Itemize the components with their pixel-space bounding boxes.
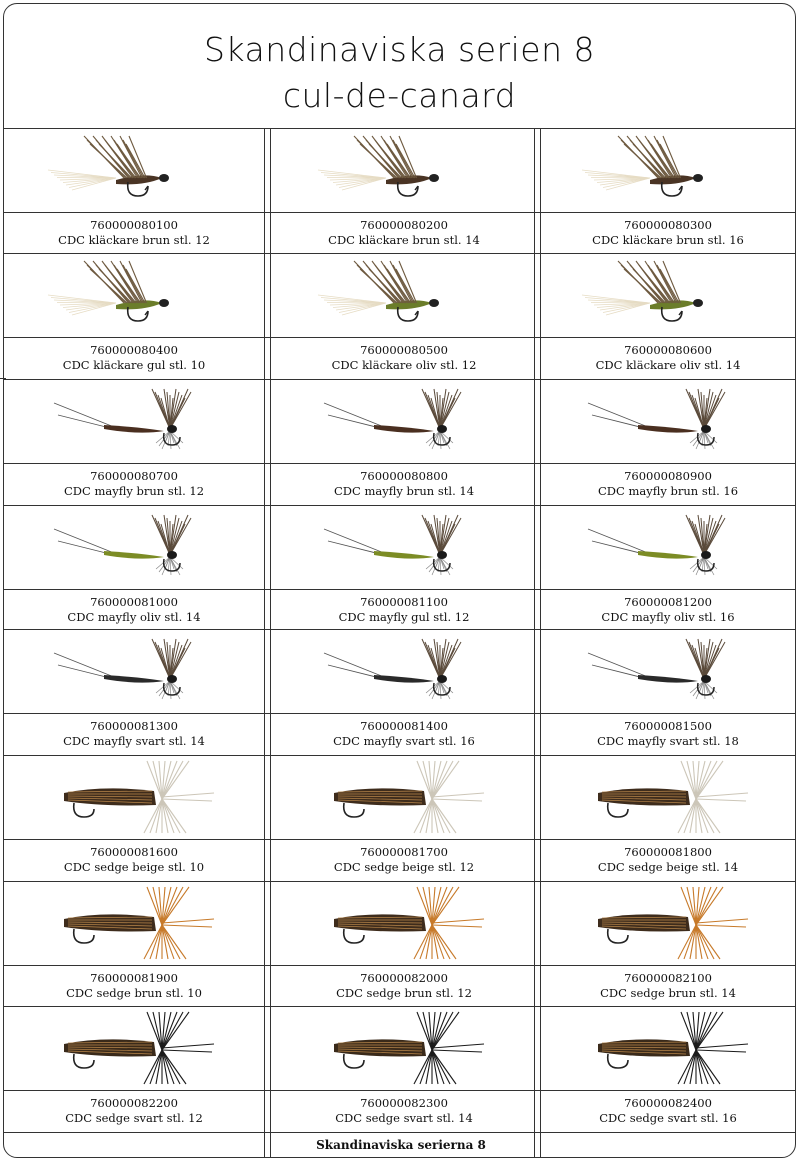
fly-image bbox=[542, 881, 794, 967]
product-cell bbox=[274, 755, 534, 881]
product-cell bbox=[4, 881, 264, 1007]
fly-image bbox=[274, 755, 534, 841]
fly-image bbox=[4, 755, 264, 841]
product-name: CDC kläckare brun stl. 14 bbox=[328, 233, 480, 247]
product-code: 760000082300 bbox=[360, 1096, 448, 1110]
column-divider bbox=[540, 128, 541, 1158]
product-name: CDC mayfly svart stl. 18 bbox=[597, 734, 739, 748]
product-name: CDC mayfly oliv stl. 14 bbox=[67, 610, 201, 624]
product-code: 760000080800 bbox=[360, 469, 448, 483]
product-cell bbox=[542, 379, 794, 505]
fly-image bbox=[542, 755, 794, 841]
product-code: 760000080100 bbox=[90, 218, 178, 232]
product-name: CDC mayfly brun stl. 12 bbox=[63, 484, 205, 498]
product-code: 760000080300 bbox=[624, 218, 712, 232]
product-name: CDC sedge svart stl. 16 bbox=[599, 1111, 737, 1125]
fly-image bbox=[542, 253, 794, 339]
product-code: 760000080600 bbox=[624, 343, 712, 357]
product-code: 760000080200 bbox=[360, 218, 448, 232]
product-code: 760000081300 bbox=[90, 719, 178, 733]
product-cell bbox=[542, 629, 794, 755]
edge-tick-mark bbox=[0, 378, 6, 379]
product-cell bbox=[542, 505, 794, 631]
fly-image bbox=[4, 253, 264, 339]
product-name: CDC kläckare brun stl. 16 bbox=[592, 233, 744, 247]
product-cell bbox=[274, 253, 534, 379]
product-code: 760000082200 bbox=[90, 1096, 178, 1110]
product-cell bbox=[542, 1006, 794, 1132]
product-name: CDC sedge beige stl. 12 bbox=[333, 860, 475, 874]
product-cell bbox=[274, 1006, 534, 1132]
product-cell bbox=[4, 629, 264, 755]
product-cell bbox=[274, 881, 534, 1007]
product-cell bbox=[274, 505, 534, 631]
product-cell bbox=[542, 755, 794, 881]
column-divider bbox=[270, 128, 271, 1158]
footer-series-label: Skandinaviska serierna 8 bbox=[316, 1138, 486, 1152]
product-name: CDC sedge beige stl. 14 bbox=[597, 860, 739, 874]
fly-image bbox=[274, 379, 534, 465]
product-name: CDC mayfly oliv stl. 16 bbox=[601, 610, 735, 624]
product-cell bbox=[4, 1006, 264, 1132]
product-cell bbox=[542, 881, 794, 1007]
product-cell bbox=[4, 505, 264, 631]
product-name: CDC mayfly brun stl. 14 bbox=[333, 484, 475, 498]
product-name: CDC mayfly svart stl. 14 bbox=[63, 734, 205, 748]
product-code: 760000081400 bbox=[360, 719, 448, 733]
product-name: CDC kläckare oliv stl. 14 bbox=[595, 358, 741, 372]
product-name: CDC sedge brun stl. 10 bbox=[66, 986, 202, 1000]
catalog-card bbox=[3, 3, 796, 1158]
product-name: CDC kläckare brun stl. 12 bbox=[58, 233, 210, 247]
grid-divider bbox=[4, 1132, 795, 1133]
catalog-header bbox=[4, 4, 795, 129]
product-name: CDC mayfly gul stl. 12 bbox=[338, 610, 470, 624]
fly-image bbox=[4, 379, 264, 465]
fly-image bbox=[274, 128, 534, 214]
product-name: CDC sedge brun stl. 14 bbox=[600, 986, 736, 1000]
product-code: 760000081900 bbox=[90, 971, 178, 985]
product-code: 760000081100 bbox=[360, 595, 448, 609]
fly-image bbox=[4, 629, 264, 715]
column-divider bbox=[264, 128, 265, 1158]
fly-image bbox=[542, 505, 794, 591]
product-name: CDC sedge svart stl. 14 bbox=[335, 1111, 473, 1125]
fly-image bbox=[274, 881, 534, 967]
product-code: 760000081200 bbox=[624, 595, 712, 609]
fly-image bbox=[274, 629, 534, 715]
product-cell bbox=[4, 128, 264, 254]
product-code: 760000081800 bbox=[624, 845, 712, 859]
column-divider bbox=[534, 128, 535, 1158]
product-code: 760000081500 bbox=[624, 719, 712, 733]
fly-image bbox=[542, 379, 794, 465]
product-cell bbox=[4, 253, 264, 379]
product-name: CDC mayfly svart stl. 16 bbox=[333, 734, 475, 748]
fly-image bbox=[4, 1006, 264, 1092]
product-cell bbox=[4, 755, 264, 881]
product-code: 760000080400 bbox=[90, 343, 178, 357]
fly-image bbox=[542, 629, 794, 715]
product-code: 760000081000 bbox=[90, 595, 178, 609]
product-code: 760000081600 bbox=[90, 845, 178, 859]
product-code: 760000080700 bbox=[90, 469, 178, 483]
product-code: 760000080500 bbox=[360, 343, 448, 357]
product-code: 760000082400 bbox=[624, 1096, 712, 1110]
product-code: 760000082000 bbox=[360, 971, 448, 985]
fly-image bbox=[4, 128, 264, 214]
product-cell bbox=[542, 253, 794, 379]
product-cell bbox=[274, 629, 534, 755]
product-cell bbox=[274, 128, 534, 254]
product-code: 760000082100 bbox=[624, 971, 712, 985]
catalog-subtitle: cul-de-canard bbox=[282, 76, 517, 115]
product-cell bbox=[542, 128, 794, 254]
product-name: CDC sedge svart stl. 12 bbox=[65, 1111, 203, 1125]
fly-image bbox=[4, 505, 264, 591]
fly-image bbox=[4, 881, 264, 967]
fly-image bbox=[274, 505, 534, 591]
product-cell bbox=[274, 379, 534, 505]
product-cell bbox=[4, 379, 264, 505]
product-name: CDC sedge beige stl. 10 bbox=[63, 860, 205, 874]
fly-image bbox=[274, 1006, 534, 1092]
catalog-title: Skandinaviska serien 8 bbox=[204, 30, 595, 69]
product-name: CDC kläckare oliv stl. 12 bbox=[331, 358, 477, 372]
fly-image bbox=[542, 128, 794, 214]
fly-image bbox=[274, 253, 534, 339]
product-name: CDC mayfly brun stl. 16 bbox=[597, 484, 739, 498]
product-name: CDC kläckare gul stl. 10 bbox=[62, 358, 206, 372]
fly-image bbox=[542, 1006, 794, 1092]
product-code: 760000081700 bbox=[360, 845, 448, 859]
product-code: 760000080900 bbox=[624, 469, 712, 483]
product-name: CDC sedge brun stl. 12 bbox=[336, 986, 472, 1000]
